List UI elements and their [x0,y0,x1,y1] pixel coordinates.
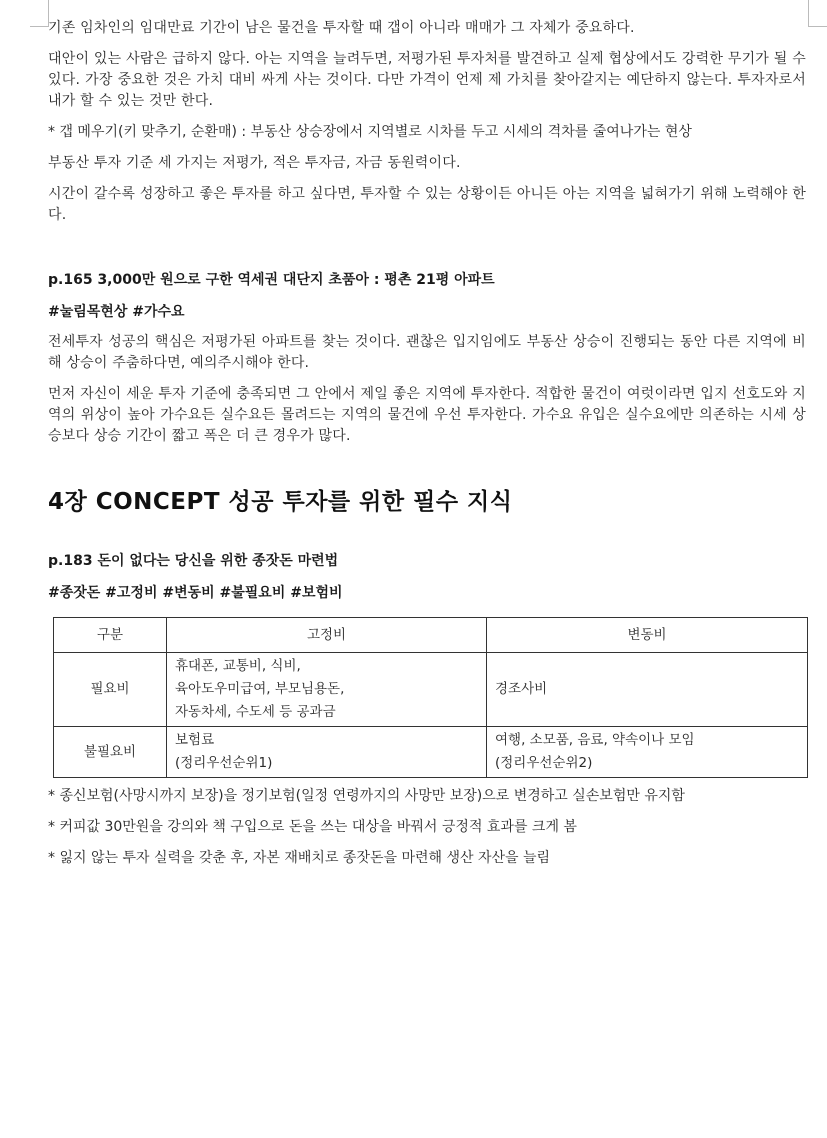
cell-unnecessary-fixed [167,727,487,778]
paragraph-6: 먼저 자신이 세운 투자 기준에 충족되면 그 안에서 제일 좋은 지역에 투자한다. 적합한 물건이 여럿이라면 입지 선호도와 지역의 위상이 높아 가수요든 실수요든 몰려드는 지역의 물건에 우선 투자한다. 가수요 유입은 실수요에만 의존하는 시세 상승보다 상승 기간이 짧고 폭은 더 큰 경우가 많다. [48,386,806,444]
expense-table [53,617,808,778]
note-gap-filling: * 갭 메우기(키 맞추기, 순환매) : 부동산 상승장에서 지역별로 시차를 두고 시세의 격차를 줄여나가는 현상 [48,124,692,140]
cell-line: 보험료 [175,732,215,748]
note-reallocation: * 잃지 않는 투자 실력을 갖춘 후, 자본 재배치로 종잣돈을 마련해 생산 자산을 늘림 [48,850,551,866]
cell-line: 여행, 소모품, 음료, 약속이나 모임 [495,732,695,748]
note-insurance: * 종신보험(사망시까지 보장)을 정기보험(일정 연령까지의 사망만 보장)으로 변경하고 실손보험만 유지함 [48,788,685,804]
cell-line: 휴대폰, 교통비, 식비, [175,658,301,674]
paragraph-5: 전세투자 성공의 핵심은 저평가된 아파트를 찾는 것이다. 괜찮은 입지임에도 부동산 상승이 진행되는 동안 다른 지역에 비해 상승이 주춤하다면, 예의주시해야 한다. [48,334,806,371]
page-margin-corner-left [30,0,49,27]
cell-line: 경조사비 [495,681,548,697]
table-header-variable: 변동비 [487,618,808,653]
table-row [54,727,808,778]
cell-line: (정리우선순위1) [175,755,273,771]
paragraph-4: 시간이 갈수록 성장하고 좋은 투자를 하고 싶다면, 투자할 수 있는 상황이든 아니든 아는 지역을 넓혀가기 위해 노력해야 한다. [48,186,806,223]
section-title-p183: p.183 돈이 없다는 당신을 위한 종잣돈 마련법 [48,553,339,569]
paragraph-3: 부동산 투자 기준 세 가지는 저평가, 적은 투자금, 자금 동원력이다. [48,155,461,171]
page-margin-corner-right [808,0,827,27]
section-tags-p183: #종잣돈 #고정비 #변동비 #불필요비 #보험비 [48,585,343,601]
table-header-fixed: 고정비 [167,618,487,653]
cell-line: 자동차세, 수도세 등 공과금 [175,704,336,720]
cell-unnecessary-variable [487,727,808,778]
cell-necessary-fixed [167,653,487,727]
note-coffee: * 커피값 30만원을 강의와 책 구입으로 돈을 쓰는 대상을 바꿔서 긍정적 효과를 크게 봄 [48,819,577,835]
row-label-unnecessary: 불필요비 [54,727,167,778]
section-title-p165: p.165 3,000만 원으로 구한 역세권 대단지 초품아 : 평촌 21평 아파트 [48,272,495,288]
section-tags-p165: #눌림목현상 #가수요 [48,304,185,320]
paragraph-1: 기존 임차인의 임대만료 기간이 남은 물건을 투자할 때 갭이 아니라 매매가 그 자체가 중요하다. [48,20,635,36]
cell-line: 육아도우미급여, 부모님용돈, [175,681,345,697]
row-label-necessary: 필요비 [54,653,167,727]
paragraph-2: 대안이 있는 사람은 급하지 않다. 아는 지역을 늘려두면, 저평가된 투자처를 발견하고 실제 협상에서도 강력한 무기가 될 수 있다. 가장 중요한 것은 가치 대비 싸게 사는 것이다. 다만 가격이 언제 제 가치를 찾아갈지는 예단하지 않는다. 투자자로서 내가 할 수 있는 것만 한다. [48,51,806,109]
chapter-title: 4장 CONCEPT 성공 투자를 위한 필수 지식 [48,489,513,515]
cell-necessary-variable [487,653,808,727]
table-header-category: 구분 [54,618,167,653]
table-row [54,653,808,727]
cell-line: (정리우선순위2) [495,755,593,771]
table-header-row [54,618,808,653]
document-body[interactable] [48,18,806,879]
